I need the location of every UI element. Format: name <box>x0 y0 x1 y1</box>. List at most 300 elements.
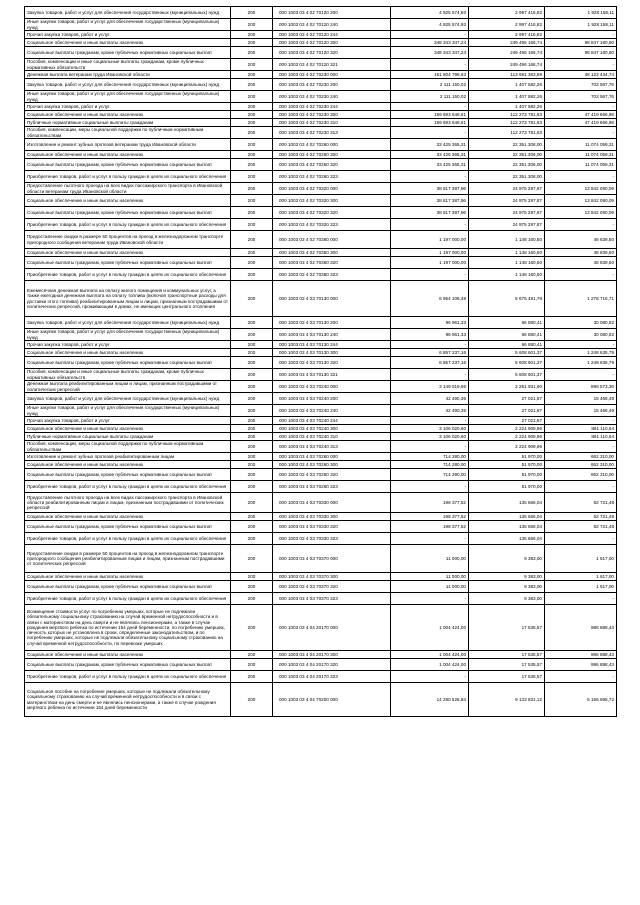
table-row <box>25 513 617 521</box>
row-kbk-code: 000 1003 03 4 03 70130 320 <box>273 357 391 369</box>
row-code: 200 <box>231 441 273 453</box>
row-remaining-amount: 1 617,00 <box>545 573 617 581</box>
row-code: 200 <box>231 533 273 545</box>
row-remaining-amount: 662 310,00 <box>545 461 617 469</box>
table-row <box>25 581 617 593</box>
row-kbk-code: 000 1003 03 4 03 70260 000 <box>273 453 391 461</box>
row-remaining-amount: 30 080,92 <box>545 317 617 329</box>
row-executed-amount: 135 656,04 <box>469 533 545 545</box>
row-kbk-code: 000 1003 03 4 03 70130 321 <box>273 369 391 381</box>
row-executed-amount: 17 535,57 <box>469 671 545 683</box>
row-name: Приобретение товаров, работ и услуг в пользу граждан в целях их социального обеспечения <box>25 671 231 683</box>
row-remaining-amount: - <box>545 31 617 39</box>
row-name: Социальное обеспечение и иные выплаты населению <box>25 249 231 257</box>
row-remaining-amount: 62 721,48 <box>545 521 617 533</box>
row-name: Социальные выплаты гражданам, кроме публичных нормативных социальных выплат <box>25 159 231 171</box>
row-name: Социальное обеспечение и иные выплаты населению <box>25 573 231 581</box>
row-remaining-amount: - <box>545 59 617 71</box>
row-kbk-code: 000 1003 03 4 03 70370 320 <box>273 581 391 593</box>
row-executed-amount: 5 608 601,37 <box>469 357 545 369</box>
row-kbk-code: 000 1003 03 4 03 70130 000 <box>273 281 391 317</box>
row-remaining-amount: 98 847 180,50 <box>545 39 617 47</box>
row-approved-amount: 3 106 020,60 <box>391 433 469 441</box>
row-name: Социальные выплаты гражданам, кроме публичных нормативных социальных выплат <box>25 207 231 219</box>
row-kbk-code: 000 1003 03 4 03 70240 240 <box>273 405 391 417</box>
table-row <box>25 39 617 47</box>
row-executed-amount: 22 351 306,00 <box>469 151 545 159</box>
table-row <box>25 481 617 493</box>
row-remaining-amount: - <box>545 369 617 381</box>
row-remaining-amount: 662 310,00 <box>545 453 617 461</box>
row-executed-amount: 2 224 909,96 <box>469 425 545 433</box>
table-row <box>25 461 617 469</box>
row-kbk-code: 000 1003 03 4 02 70320 000 <box>273 183 391 195</box>
row-name: Социальные выплаты гражданам, кроме публичных нормативных социальных выплат <box>25 581 231 593</box>
row-code: 200 <box>231 513 273 521</box>
row-name: Социальное обеспечение и иные выплаты населению <box>25 111 231 119</box>
row-remaining-amount: 11 074 059,31 <box>545 151 617 159</box>
row-approved-amount: - <box>391 593 469 605</box>
row-name: Социальное пособие на погребение умерших, которые не подлежали обязательному социальному страхованию на случай временной нетрудоспособности и в связи с материнством на день смерти и не являлись пенсионерами, а также в случае рождения мертвого ребенка по истечении 154 дней беременности <box>25 683 231 717</box>
row-executed-amount: 1 407 582,26 <box>469 91 545 103</box>
table-row <box>25 671 617 683</box>
row-name: Пособия, компенсации, меры социальной поддержки по публичным нормативным обязательствам <box>25 441 231 453</box>
row-code: 200 <box>231 393 273 405</box>
row-kbk-code: 000 1003 03 4 02 70230 300 <box>273 111 391 119</box>
row-remaining-amount: 30 080,92 <box>545 329 617 341</box>
row-name: Социальное обеспечение и иные выплаты населению <box>25 195 231 207</box>
row-approved-amount: 33 425 365,31 <box>391 151 469 159</box>
table-row <box>25 151 617 159</box>
row-approved-amount: 96 961,33 <box>391 317 469 329</box>
row-code: 200 <box>231 119 273 127</box>
row-executed-amount: 66 880,41 <box>469 329 545 341</box>
row-code: 200 <box>231 31 273 39</box>
row-remaining-amount: 13 842 090,09 <box>545 183 617 195</box>
row-remaining-amount: 703 567,76 <box>545 79 617 91</box>
row-kbk-code: 000 1003 03 4 03 70370 000 <box>273 545 391 573</box>
row-kbk-code: 000 1003 03 4 02 70320 300 <box>273 195 391 207</box>
row-approved-amount: - <box>391 31 469 39</box>
table-row <box>25 183 617 195</box>
row-code: 200 <box>231 573 273 581</box>
row-name: Ежемесячная денежная выплата на оплату жилого помещения и коммунальных услуг, а также ежегодная денежная выплата на оплату топлива (включая транспортные расходы для доставки этого топлива) реабилитированным лицам и лицам, признанным пострадавшими от политических репрессий, проживающим в домах, не имеющих центрального отопления <box>25 281 231 317</box>
row-kbk-code: 000 1003 03 4 02 70230 240 <box>273 91 391 103</box>
row-executed-amount: 24 975 297,87 <box>469 195 545 207</box>
row-name: Приобретение товаров, работ и услуг в пользу граждан в целях их социального обеспечения <box>25 481 231 493</box>
row-executed-amount: 24 975 297,87 <box>469 219 545 231</box>
row-approved-amount: 1 004 424,00 <box>391 651 469 659</box>
row-remaining-amount: 1 617,00 <box>545 545 617 573</box>
row-executed-amount: 27 021,87 <box>469 405 545 417</box>
row-kbk-code: 000 1003 03 4 02 70320 323 <box>273 219 391 231</box>
table-row <box>25 417 617 425</box>
row-code: 200 <box>231 317 273 329</box>
row-kbk-code: 000 1003 03 4 04 20170 000 <box>273 605 391 651</box>
row-remaining-amount: - <box>545 219 617 231</box>
row-code: 200 <box>231 357 273 369</box>
row-code: 200 <box>231 593 273 605</box>
row-code: 200 <box>231 405 273 417</box>
row-kbk-code: 000 1003 03 4 03 70260 323 <box>273 481 391 493</box>
row-approved-amount: - <box>391 533 469 545</box>
row-name: Социальные выплаты гражданам, кроме публичных нормативных социальных выплат <box>25 521 231 533</box>
row-executed-amount: 17 535,57 <box>469 605 545 651</box>
table-row <box>25 605 617 651</box>
row-name: Социальное обеспечение и иные выплаты населению <box>25 513 231 521</box>
row-remaining-amount: 48 839,50 <box>545 249 617 257</box>
row-kbk-code: 000 1003 03 4 02 70360 323 <box>273 269 391 281</box>
row-approved-amount: 198 377,52 <box>391 521 469 533</box>
row-code: 200 <box>231 219 273 231</box>
row-kbk-code: 000 1003 03 4 03 70330 000 <box>273 493 391 513</box>
table-row <box>25 651 617 659</box>
row-remaining-amount: - <box>545 417 617 425</box>
table-row <box>25 71 617 79</box>
row-kbk-code: 000 1003 03 4 02 70120 244 <box>273 31 391 39</box>
table-row <box>25 533 617 545</box>
row-approved-amount: 714 280,00 <box>391 469 469 481</box>
row-remaining-amount: 48 839,50 <box>545 257 617 269</box>
row-code: 200 <box>231 683 273 717</box>
row-executed-amount: 9 383,00 <box>469 593 545 605</box>
row-kbk-code: 000 1003 03 4 04 20170 320 <box>273 659 391 671</box>
row-code: 200 <box>231 7 273 19</box>
row-approved-amount: 348 343 347,24 <box>391 39 469 47</box>
row-executed-amount: 51 970,00 <box>469 461 545 469</box>
row-kbk-code: 000 1003 03 4 04 70200 000 <box>273 683 391 717</box>
table-row <box>25 433 617 441</box>
row-name: Приобретение товаров, работ и услуг в пользу граждан в целях их социального обеспечения <box>25 533 231 545</box>
row-name: Социальное обеспечение и иные выплаты населению <box>25 349 231 357</box>
row-executed-amount: 1 407 582,26 <box>469 79 545 91</box>
row-remaining-amount: 11 074 059,31 <box>545 159 617 171</box>
row-approved-amount: - <box>391 671 469 683</box>
row-approved-amount: - <box>391 219 469 231</box>
row-name: Публичные нормативные социальные выплаты гражданам <box>25 119 231 127</box>
row-kbk-code: 000 1003 03 4 02 70230 000 <box>273 71 391 79</box>
row-code: 200 <box>231 257 273 269</box>
row-remaining-amount: 662 310,00 <box>545 469 617 481</box>
table-row <box>25 249 617 257</box>
row-remaining-amount: 62 721,48 <box>545 513 617 521</box>
row-remaining-amount: 1 248 635,79 <box>545 349 617 357</box>
row-approved-amount: 11 000,00 <box>391 573 469 581</box>
row-kbk-code: 000 1003 03 4 02 70260 000 <box>273 139 391 151</box>
row-name: Приобретение товаров, работ и услуг в пользу граждан в целях их социального обеспечения <box>25 171 231 183</box>
row-name: Пособия, компенсации и иные социальные выплаты гражданам, кроме публичных нормативных обязательств <box>25 369 231 381</box>
row-approved-amount: 33 425 365,31 <box>391 139 469 151</box>
row-approved-amount: 11 000,00 <box>391 545 469 573</box>
row-remaining-amount: - <box>545 341 617 349</box>
row-kbk-code: 000 1003 03 4 03 70240 244 <box>273 417 391 425</box>
row-kbk-code: 000 1003 03 4 02 70360 320 <box>273 257 391 269</box>
row-name: Публичные нормативные социальные выплаты гражданам <box>25 433 231 441</box>
row-executed-amount: 135 656,04 <box>469 521 545 533</box>
row-kbk-code: 000 1003 03 4 02 70360 000 <box>273 231 391 249</box>
row-executed-amount: 2 997 416,82 <box>469 7 545 19</box>
table-row <box>25 257 617 269</box>
row-approved-amount: 96 961,33 <box>391 329 469 341</box>
row-name: Социальные выплаты гражданам, кроме публичных нормативных социальных выплат <box>25 469 231 481</box>
row-code: 200 <box>231 433 273 441</box>
row-name: Иные закупки товаров, работ и услуг для обеспечения государственных (муниципальных) нужд <box>25 19 231 31</box>
table-row <box>25 219 617 231</box>
table-row <box>25 111 617 119</box>
table-row <box>25 521 617 533</box>
row-kbk-code: 000 1003 03 4 02 70230 244 <box>273 103 391 111</box>
row-executed-amount: 9 383,00 <box>469 581 545 593</box>
row-approved-amount: 348 343 347,24 <box>391 47 469 59</box>
row-executed-amount: 135 656,04 <box>469 493 545 513</box>
row-name: Прочая закупка товаров, работ и услуг <box>25 103 231 111</box>
row-name: Предоставление скидки в размере 50 процентов на проезд в железнодорожном транспорте пригородного сообщения ветеранам труда Ивановской области <box>25 231 231 249</box>
row-approved-amount: 1 004 424,00 <box>391 605 469 651</box>
row-name: Приобретение товаров, работ и услуг в пользу граждан в целях их социального обеспечения <box>25 219 231 231</box>
row-remaining-amount: 1 928 158,11 <box>545 19 617 31</box>
row-executed-amount: 2 251 931,60 <box>469 381 545 393</box>
table-row <box>25 545 617 573</box>
row-executed-amount: 22 351 306,00 <box>469 139 545 151</box>
row-code: 200 <box>231 207 273 219</box>
row-code: 200 <box>231 151 273 159</box>
row-name: Возмещение стоимости услуг по погребению умерших, которые не подлежали обязательному социальному страхованию на случай временной нетрудоспособности и в связи с материнством на день смерти и не являлись пенсионерами, а также в случае рождения мертвого ребенка по истечении 154 дней беременности, по погребению умерших, личность которых не установлена в сроки, определенные законодательством, и по погребению умерших, которые не подлежали обязательному социальному страхованию на случай временной нетрудоспособности, по перевозке умерших <box>25 605 231 651</box>
row-kbk-code: 000 1003 03 4 03 70240 313 <box>273 441 391 453</box>
table-row <box>25 329 617 341</box>
table-row <box>25 59 617 71</box>
row-kbk-code: 000 1003 03 4 02 70230 313 <box>273 127 391 139</box>
row-name: Прочая закупка товаров, работ и услуг <box>25 417 231 425</box>
row-remaining-amount: - <box>545 127 617 139</box>
row-approved-amount: - <box>391 59 469 71</box>
row-kbk-code: 000 1003 03 4 02 70120 320 <box>273 47 391 59</box>
row-executed-amount: 113 681 363,89 <box>469 71 545 79</box>
row-code: 200 <box>231 453 273 461</box>
row-approved-amount: 6 857 237,16 <box>391 349 469 357</box>
row-executed-amount: 2 997 416,82 <box>469 31 545 39</box>
row-code: 200 <box>231 79 273 91</box>
row-executed-amount: 66 880,41 <box>469 341 545 349</box>
row-approved-amount: - <box>391 369 469 381</box>
table-row <box>25 659 617 671</box>
row-approved-amount: - <box>391 103 469 111</box>
table-row <box>25 593 617 605</box>
row-kbk-code: 000 1003 03 4 02 70360 300 <box>273 249 391 257</box>
table-row <box>25 119 617 127</box>
row-code: 200 <box>231 19 273 31</box>
row-remaining-amount: - <box>545 593 617 605</box>
row-remaining-amount: 48 123 434,74 <box>545 71 617 79</box>
row-remaining-amount: 11 074 059,31 <box>545 139 617 151</box>
table-row <box>25 425 617 433</box>
row-approved-amount: - <box>391 481 469 493</box>
row-executed-amount: 9 133 831,12 <box>469 683 545 717</box>
row-approved-amount: 14 290 526,84 <box>391 683 469 717</box>
row-code: 200 <box>231 581 273 593</box>
row-code: 200 <box>231 341 273 349</box>
table-row <box>25 573 617 581</box>
row-approved-amount: 161 804 798,63 <box>391 71 469 79</box>
row-executed-amount: 1 148 160,50 <box>469 269 545 281</box>
row-executed-amount: 22 351 306,00 <box>469 159 545 171</box>
row-remaining-amount: - <box>545 441 617 453</box>
row-executed-amount: 1 148 160,50 <box>469 231 545 249</box>
table-row <box>25 47 617 59</box>
row-remaining-amount: 15 468,49 <box>545 393 617 405</box>
row-executed-amount: 112 273 781,63 <box>469 119 545 127</box>
row-approved-amount: - <box>391 441 469 453</box>
row-approved-amount: 3 149 519,96 <box>391 381 469 393</box>
table-row <box>25 79 617 91</box>
row-name: Изготовление и ремонт зубных протезов ветеранам труда Ивановской области <box>25 139 231 151</box>
row-executed-amount: 112 273 781,63 <box>469 127 545 139</box>
row-approved-amount: 38 817 387,96 <box>391 195 469 207</box>
row-name: Пособия, компенсации и иные социальные выплаты гражданам, кроме публичных нормативных обязательств <box>25 59 231 71</box>
row-approved-amount: 6 857 237,16 <box>391 357 469 369</box>
row-executed-amount: 27 021,87 <box>469 393 545 405</box>
row-code: 200 <box>231 425 273 433</box>
budget-table <box>24 6 617 717</box>
row-code: 200 <box>231 171 273 183</box>
row-approved-amount: 4 925 574,93 <box>391 7 469 19</box>
row-name: Приобретение товаров, работ и услуг в пользу граждан в целях их социального обеспечения <box>25 593 231 605</box>
row-name: Иные закупки товаров, работ и услуг для обеспечения государственных (муниципальных) нужд <box>25 405 231 417</box>
row-approved-amount: - <box>391 269 469 281</box>
row-kbk-code: 000 1003 03 4 03 70330 323 <box>273 533 391 545</box>
row-approved-amount: 1 197 000,00 <box>391 231 469 249</box>
row-name: Закупка товаров, работ и услуг для обеспечения государственных (муниципальных) нужд <box>25 7 231 19</box>
row-remaining-amount: - <box>545 269 617 281</box>
table-row <box>25 683 617 717</box>
row-approved-amount: 38 817 387,96 <box>391 207 469 219</box>
row-code: 200 <box>231 183 273 195</box>
row-code: 200 <box>231 381 273 393</box>
row-remaining-amount: 13 842 090,09 <box>545 195 617 207</box>
row-code: 200 <box>231 111 273 119</box>
row-kbk-code: 000 1003 03 4 03 70330 300 <box>273 513 391 521</box>
table-row <box>25 281 617 317</box>
row-name: Пособия, компенсации, меры социальной поддержки по публичным нормативным обязательствам <box>25 127 231 139</box>
row-executed-amount: 2 997 416,82 <box>469 19 545 31</box>
table-row <box>25 393 617 405</box>
row-approved-amount: 2 111 150,02 <box>391 79 469 91</box>
row-name: Закупка товаров, работ и услуг для обеспечения государственных (муниципальных) нужд <box>25 79 231 91</box>
row-kbk-code: 000 1003 03 4 03 70240 300 <box>273 425 391 433</box>
table-row <box>25 405 617 417</box>
row-executed-amount: 249 496 166,74 <box>469 47 545 59</box>
row-executed-amount: 22 351 306,00 <box>469 171 545 183</box>
row-approved-amount: 198 377,52 <box>391 513 469 521</box>
row-remaining-amount: 703 567,76 <box>545 91 617 103</box>
table-row <box>25 31 617 39</box>
table-row <box>25 369 617 381</box>
row-code: 200 <box>231 545 273 573</box>
table-row <box>25 341 617 349</box>
row-code: 200 <box>231 329 273 341</box>
row-code: 200 <box>231 417 273 425</box>
row-code: 200 <box>231 91 273 103</box>
table-row <box>25 269 617 281</box>
row-remaining-amount: 47 419 866,98 <box>545 119 617 127</box>
row-name: Закупка товаров, работ и услуг для обеспечения государственных (муниципальных) нужд <box>25 317 231 329</box>
row-code: 200 <box>231 39 273 47</box>
row-approved-amount: 42 490,36 <box>391 405 469 417</box>
row-name: Изготовление и ремонт зубных протезов реабилитированным лицам <box>25 453 231 461</box>
row-code: 200 <box>231 127 273 139</box>
row-executed-amount: 2 224 909,96 <box>469 433 545 441</box>
table-row <box>25 171 617 183</box>
row-code: 200 <box>231 281 273 317</box>
row-executed-amount: 9 383,00 <box>469 545 545 573</box>
row-remaining-amount: - <box>545 103 617 111</box>
row-remaining-amount: 1 248 635,79 <box>545 357 617 369</box>
row-executed-amount: 17 535,57 <box>469 651 545 659</box>
row-executed-amount: 9 383,00 <box>469 573 545 581</box>
table-row <box>25 453 617 461</box>
row-approved-amount: 1 004 424,00 <box>391 659 469 671</box>
row-kbk-code: 000 1003 03 4 02 70260 300 <box>273 151 391 159</box>
row-approved-amount: - <box>391 341 469 349</box>
row-name: Социальное обеспечение и иные выплаты населению <box>25 39 231 47</box>
row-remaining-amount: 881 110,64 <box>545 425 617 433</box>
row-remaining-amount: 1 928 158,11 <box>545 7 617 19</box>
row-code: 200 <box>231 651 273 659</box>
row-kbk-code: 000 1003 03 4 03 70240 310 <box>273 433 391 441</box>
row-name: Социальные выплаты гражданам, кроме публичных нормативных социальных выплат <box>25 659 231 671</box>
row-remaining-amount: 1 278 716,71 <box>545 281 617 317</box>
row-code: 200 <box>231 71 273 79</box>
row-code: 200 <box>231 159 273 171</box>
row-name: Закупка товаров, работ и услуг для обеспечения государственных (муниципальных) нужд <box>25 393 231 405</box>
row-code: 200 <box>231 461 273 469</box>
row-code: 200 <box>231 103 273 111</box>
row-code: 200 <box>231 47 273 59</box>
row-name: Социальное обеспечение и иные выплаты населению <box>25 651 231 659</box>
row-code: 200 <box>231 195 273 207</box>
row-approved-amount: 11 000,00 <box>391 581 469 593</box>
row-kbk-code: 000 1003 03 4 03 70130 200 <box>273 317 391 329</box>
row-kbk-code: 000 1003 03 4 03 70130 240 <box>273 329 391 341</box>
row-approved-amount: 1 197 000,00 <box>391 257 469 269</box>
row-approved-amount: 2 111 150,02 <box>391 91 469 103</box>
row-remaining-amount: 986 888,43 <box>545 659 617 671</box>
row-name: Социальное обеспечение и иные выплаты населению <box>25 151 231 159</box>
row-remaining-amount: 881 110,64 <box>545 433 617 441</box>
table-row <box>25 195 617 207</box>
row-code: 200 <box>231 249 273 257</box>
row-executed-amount: 112 273 781,63 <box>469 111 545 119</box>
row-approved-amount: 159 693 648,61 <box>391 111 469 119</box>
row-executed-amount: 24 975 297,87 <box>469 183 545 195</box>
row-remaining-amount: 98 847 180,50 <box>545 47 617 59</box>
row-remaining-amount: 13 842 090,09 <box>545 207 617 219</box>
table-row <box>25 381 617 393</box>
row-remaining-amount: 5 156 695,72 <box>545 683 617 717</box>
row-remaining-amount: 986 888,43 <box>545 605 617 651</box>
row-remaining-amount: 62 721,48 <box>545 493 617 513</box>
row-name: Социальные выплаты гражданам, кроме публичных нормативных социальных выплат <box>25 47 231 59</box>
row-name: Приобретение товаров, работ и услуг в пользу граждан в целях их социального обеспечения <box>25 269 231 281</box>
row-executed-amount: 51 970,00 <box>469 469 545 481</box>
table-row <box>25 19 617 31</box>
row-kbk-code: 000 1003 03 4 03 70240 000 <box>273 381 391 393</box>
row-executed-amount: 1 148 160,50 <box>469 257 545 269</box>
row-code: 200 <box>231 469 273 481</box>
row-executed-amount: 5 608 601,37 <box>469 349 545 357</box>
row-name: Социальное обеспечение и иные выплаты населению <box>25 461 231 469</box>
row-approved-amount: 198 377,52 <box>391 493 469 513</box>
row-approved-amount: 3 106 020,60 <box>391 425 469 433</box>
